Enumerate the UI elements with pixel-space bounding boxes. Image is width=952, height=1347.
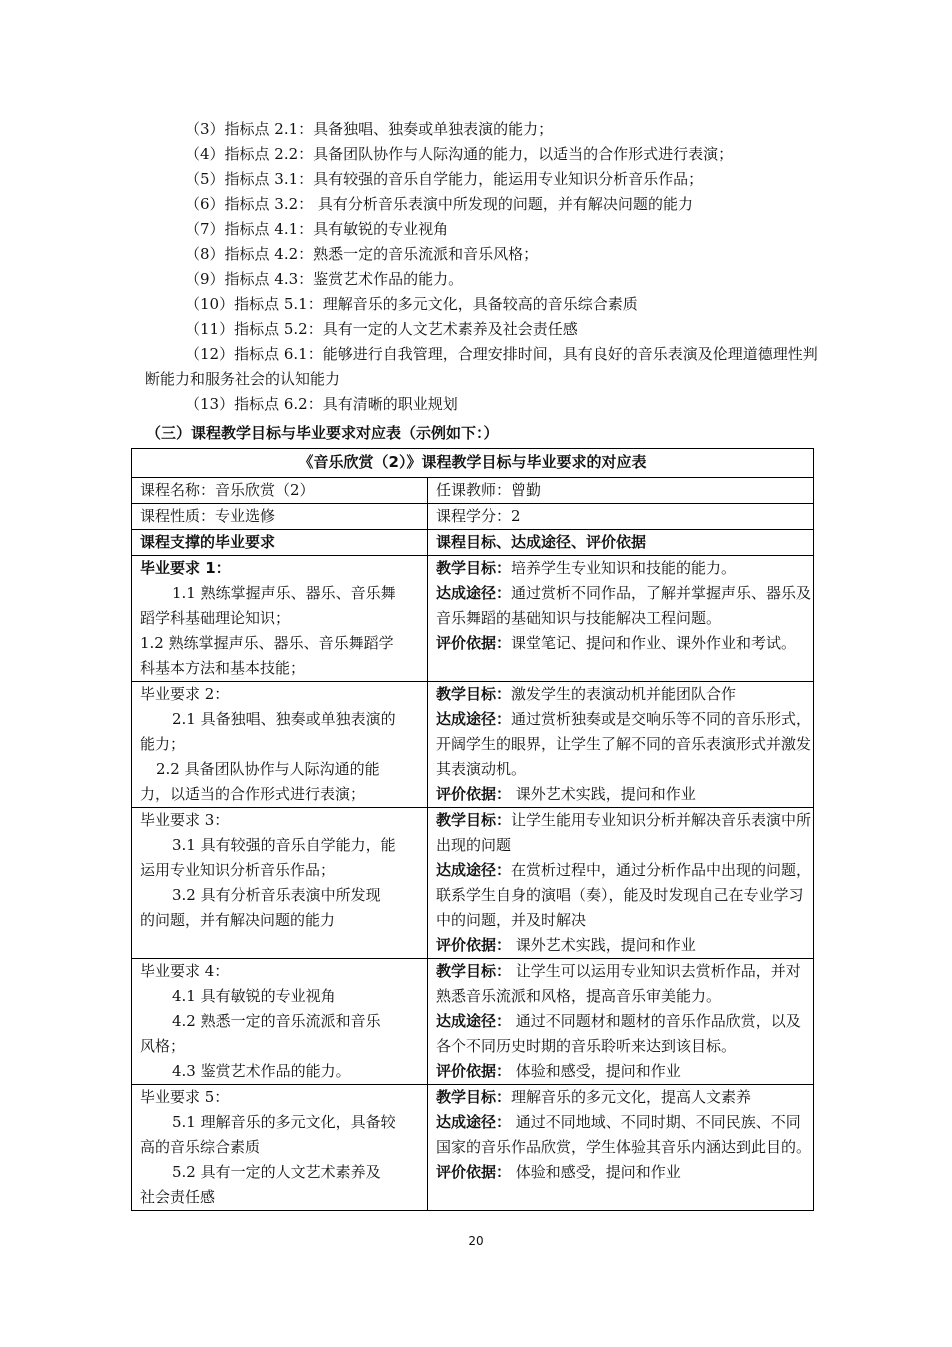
requirement-cell <box>132 682 428 808</box>
requirement-line: 力，以适当的合作形式进行表演； <box>140 785 366 803</box>
requirement-line: 3.1 具有较强的音乐自学能力，能 <box>172 836 396 854</box>
requirements-table <box>131 448 814 1211</box>
requirement-cell <box>132 1085 428 1211</box>
requirement-line: 4.1 具有敏锐的专业视角 <box>172 987 336 1005</box>
course-name-cell: 课程名称：音乐欣赏（2） <box>132 478 428 504</box>
goal-text: 培养学生专业知识和技能的能力。 <box>511 559 737 577</box>
goal-label: 教学目标： <box>436 811 512 829</box>
requirement-line: 1.1 熟练掌握声乐、器乐、音乐舞 <box>172 584 396 602</box>
table-row <box>132 1085 814 1211</box>
list-item: （12）指标点 6.1：能够进行自我管理，合理安排时间，具有良好的音乐表演及伦理道德理性判断能力和服务社会的认知能力 <box>145 345 818 388</box>
teacher-cell: 任课教师：曾勤 <box>428 478 814 504</box>
page-number: 20 <box>468 1234 484 1248</box>
list-item: （13）指标点 6.2：具有清晰的职业规划 <box>185 395 458 413</box>
requirement-line: 4.2 熟悉一定的音乐流派和音乐 <box>172 1012 381 1030</box>
requirement-title: 毕业要求 1： <box>140 559 231 577</box>
goal-label: 教学目标： <box>436 1088 512 1106</box>
requirement-line: 高的音乐综合素质 <box>140 1138 261 1156</box>
list-item: （4）指标点 2.2：具备团队协作与人际沟通的能力，以适当的合作形式进行表演； <box>185 145 734 163</box>
requirement-line: 5.1 理解音乐的多元文化，具备较 <box>172 1113 396 1131</box>
requirement-line: 4.3 鉴赏艺术作品的能力。 <box>172 1062 351 1080</box>
list-item: （5）指标点 3.1：具有较强的音乐自学能力，能运用专业知识分析音乐作品； <box>185 170 704 188</box>
table-row <box>132 959 814 1085</box>
path-label: 达成途径： <box>436 584 512 602</box>
goal-cell <box>428 959 814 1085</box>
requirement-cell <box>132 959 428 1085</box>
path-text: 通过不同地域、不同时期、不同民族、不同国家的音乐作品欣赏，学生体验其音乐内涵达到此目的。 <box>436 1113 812 1156</box>
list-item: （3）指标点 2.1：具备独唱、独奏或单独表演的能力； <box>185 120 554 138</box>
path-label: 达成途径： <box>436 1113 512 1131</box>
path-text: 通过赏析独奏或是交响乐等不同的音乐形式，开阔学生的眼界，让学生了解不同的音乐表演形式并激发其表演动机。 <box>436 710 812 778</box>
goal-text: 激发学生的表演动机并能团队合作 <box>511 685 737 703</box>
path-label: 达成途径： <box>436 861 512 879</box>
requirement-line: 科基本方法和基本技能； <box>140 659 306 677</box>
list-item: （10）指标点 5.1：理解音乐的多元文化，具备较高的音乐综合素质 <box>185 295 638 313</box>
section-heading: （三）课程教学目标与毕业要求对应表（示例如下：） <box>146 424 499 442</box>
list-item: （11）指标点 5.2：具有一定的人文艺术素养及社会责任感 <box>185 320 578 338</box>
eval-label: 评价依据： <box>436 1062 512 1080</box>
list-item: （6）指标点 3.2： 具有分析音乐表演中所发现的问题，并有解决问题的能力 <box>185 195 693 213</box>
goal-cell <box>428 808 814 959</box>
goal-cell <box>428 682 814 808</box>
requirement-title: 毕业要求 3： <box>140 811 230 829</box>
requirement-line: 蹈学科基础理论知识； <box>140 609 291 627</box>
requirement-line: 的问题，并有解决问题的能力 <box>140 911 336 929</box>
goal-text: 理解音乐的多元文化，提高人文素养 <box>511 1088 752 1106</box>
eval-label: 评价依据： <box>436 936 512 954</box>
eval-text: 课外艺术实践，提问和作业 <box>511 936 696 954</box>
goal-label: 教学目标： <box>436 962 512 980</box>
goal-cell <box>428 1085 814 1211</box>
goal-cell <box>428 556 814 682</box>
table-caption: 《音乐欣赏（2）》课程教学目标与毕业要求的对应表 <box>132 449 814 478</box>
course-credits-cell: 课程学分：2 <box>428 504 814 530</box>
path-text: 通过赏析不同作品，了解并掌握声乐、器乐及音乐舞蹈的基础知识与技能解决工程问题。 <box>436 584 812 627</box>
requirement-line: 2.2 具备团队协作与人际沟通的能 <box>156 760 380 778</box>
eval-text: 体验和感受，提问和作业 <box>511 1163 681 1181</box>
requirement-title: 毕业要求 4： <box>140 962 230 980</box>
course-nature-cell: 课程性质：专业选修 <box>132 504 428 530</box>
requirement-cell <box>132 556 428 682</box>
list-item: （9）指标点 4.3：鉴赏艺术作品的能力。 <box>185 270 464 288</box>
path-text: 通过不同题材和题材的音乐作品欣赏，以及各个不同历史时期的音乐聆听来达到该目标。 <box>436 1012 801 1055</box>
goal-label: 教学目标： <box>436 559 512 577</box>
path-label: 达成途径： <box>436 1012 512 1030</box>
requirement-title: 毕业要求 2： <box>140 685 230 703</box>
eval-label: 评价依据： <box>436 785 512 803</box>
path-label: 达成途径： <box>436 710 512 728</box>
requirement-line: 3.2 具有分析音乐表演中所发现 <box>172 886 381 904</box>
eval-text: 课堂笔记、提问和作业、课外作业和考试。 <box>511 634 797 652</box>
requirement-line: 能力； <box>140 735 186 753</box>
requirement-line: 1.2 熟练掌握声乐、器乐、音乐舞蹈学 <box>140 634 394 652</box>
list-item: （7）指标点 4.1：具有敏锐的专业视角 <box>185 220 449 238</box>
goal-label: 教学目标： <box>436 685 512 703</box>
goal-text: 让学生可以运用专业知识去赏析作品，并对熟悉音乐流派和风格，提高音乐审美能力。 <box>436 962 801 1005</box>
indicator-list <box>145 117 825 417</box>
goal-text: 让学生能用专业知识分析并解决音乐表演中所出现的问题 <box>436 811 812 854</box>
requirement-title: 毕业要求 5： <box>140 1088 230 1106</box>
requirement-line: 社会责任感 <box>140 1188 216 1206</box>
requirement-line: 风格； <box>140 1037 186 1055</box>
eval-text: 体验和感受，提问和作业 <box>511 1062 681 1080</box>
requirement-line: 5.2 具有一定的人文艺术素养及 <box>172 1163 381 1181</box>
table-row <box>132 808 814 959</box>
requirement-line: 运用专业知识分析音乐作品； <box>140 861 336 879</box>
eval-label: 评价依据： <box>436 634 512 652</box>
requirement-line: 2.1 具备独唱、独奏或单独表演的 <box>172 710 396 728</box>
eval-label: 评价依据： <box>436 1163 512 1181</box>
path-text: 在赏析过程中，通过分析作品中出现的问题，联系学生自身的演唱（奏），能及时发现自己在专业学习中的问题，并及时解决 <box>436 861 812 929</box>
column-header: 课程支撑的毕业要求 <box>132 530 428 556</box>
list-item: （8）指标点 4.2：熟悉一定的音乐流派和音乐风格； <box>185 245 539 263</box>
table-row <box>132 682 814 808</box>
column-header: 课程目标、达成途径、评价依据 <box>428 530 814 556</box>
eval-text: 课外艺术实践，提问和作业 <box>511 785 696 803</box>
table-row <box>132 556 814 682</box>
requirement-cell <box>132 808 428 959</box>
